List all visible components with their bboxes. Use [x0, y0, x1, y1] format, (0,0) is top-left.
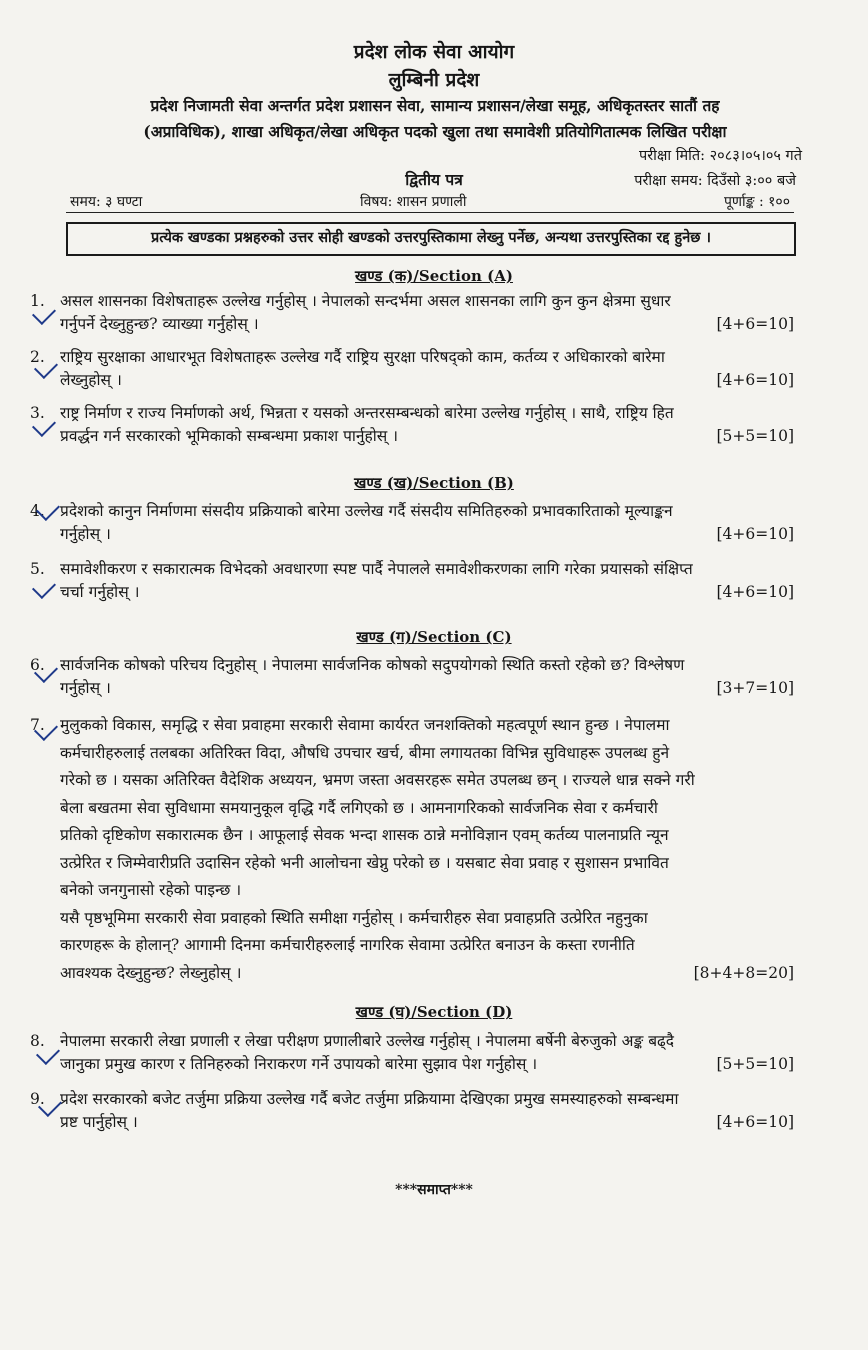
full-marks: पूर्णाङ्क : १००	[723, 194, 790, 210]
question-text: नेपालमा सरकारी लेखा प्रणाली र लेखा परीक्षण प्रणालीबारे उल्लेख गर्नुहोस् । नेपालमा बर्षेनी बेरुजुको अङ्क बढ्दै	[60, 1032, 675, 1050]
question-text: कारणहरू के होलान्? आगामी दिनमा कर्मचारीहरुलाई नागरिक सेवामा उत्प्रेरित बनाउन के कस्ता रणनीति	[60, 936, 635, 954]
question-6	[30, 654, 794, 700]
question-text: जानुका प्रमुख कारण र तिनिहरुको निराकरण गर्ने उपायको बारेमा सुझाव पेश गर्नुहोस् ।	[60, 1055, 538, 1073]
question-number: 3.	[30, 404, 45, 422]
question-text: यसै पृष्ठभूमिमा सरकारी सेवा प्रवाहको स्थिति समीक्षा गर्नुहोस् । कर्मचारीहरु सेवा प्रवाहप्रति उत्प्रेरित नहुनुका	[60, 908, 648, 927]
question-text: प्रष्ट पार्नुहोस् ।	[60, 1113, 138, 1131]
question-text: कर्मचारीहरुलाई तलबका अतिरिक्त विदा, औषधि उपचार खर्च, बीमा लगायतका विभिन्न सुविधाहरू उपलब्ध हुने	[60, 743, 670, 762]
marks: [4+6=10]	[716, 371, 794, 389]
marks: [3+7=10]	[716, 679, 794, 697]
question-text: प्रवर्द्धन गर्न सरकारको भूमिकाको सम्बन्धमा प्रकाश पार्नुहोस् ।	[60, 427, 399, 445]
marks: [5+5=10]	[716, 427, 794, 445]
question-text: राष्ट्र निर्माण र राज्य निर्माणको अर्थ, भिन्नता र यसको अन्तरसम्बन्धको बारेमा उल्लेख गर्नुहोस् । साथै, राष्ट्रिय हित	[60, 404, 674, 422]
instruction-banner: प्रत्येक खण्डका प्रश्नहरुको उत्तर सोही खण्डको उत्तरपुस्तिकामा लेख्नु पर्नेछ, अन्यथा उत्तरपुस्तिका रद्द हुनेछ ।	[66, 222, 796, 256]
subject: विषय: शासन प्रणाली	[360, 194, 467, 210]
exam-date: परीक्षा मिति: २०८३।०५।०५ गते	[639, 148, 802, 164]
question-number: 5.	[30, 560, 45, 578]
question-text: बेला बखतमा सेवा सुविधामा समयानुकूल वृद्धि गर्दै लगिएको छ । आमनागरिकको सार्वजनिक सेवा र कर्मचारी	[60, 798, 658, 817]
section-c-heading: खण्ड (ग)/Section (C)	[356, 628, 512, 646]
question-text: चर्चा गर्नुहोस् ।	[60, 583, 140, 601]
question-number: 6.	[30, 656, 45, 674]
question-number: 9.	[30, 1090, 45, 1108]
question-text: समावेशीकरण र सकारात्मक विभेदको अवधारणा स्पष्ट पार्दै नेपालले समावेशीकरणका लागि गरेका प्रयासको संक्षिप्त	[60, 560, 693, 578]
question-text: मुलुकको विकास, समृद्धि र सेवा प्रवाहमा सरकारी सेवामा कार्यरत जनशक्तिको महत्वपूर्ण स्थान हुन्छ । नेपालमा	[60, 716, 670, 734]
question-text: उत्प्रेरित र जिम्मेवारीप्रति उदासिन रहेको भनी आलोचना खेप्नु परेको छ । यसबाट सेवा प्रवाह र सुशासन प्रभावित	[60, 853, 669, 872]
question-1	[30, 290, 794, 336]
question-number: 2.	[30, 348, 45, 366]
question-text: गर्नुपर्ने देख्नुहुन्छ? व्याख्या गर्नुहोस् ।	[60, 315, 259, 333]
marks: [4+6=10]	[716, 583, 794, 601]
question-text: प्रदेशको कानुन निर्माणमा संसदीय प्रक्रियाको बारेमा उल्लेख गर्दै संसदीय समितिहरुको प्रभावकारिताको मूल्याङ्कन	[60, 502, 673, 520]
exam-description-line2: (अप्राविधिक), शाखा अधिकृत/लेखा अधिकृत पदको खुला तथा समावेशी प्रतियोगितात्मक लिखित परीक्षा	[143, 122, 727, 141]
question-text: सार्वजनिक कोषको परिचय दिनुहोस् । नेपालमा सार्वजनिक कोषको सदुपयोगको स्थिति कस्तो रहेको छ? विश्लेषण	[60, 656, 685, 674]
end-marker: ***समाप्त***	[395, 1182, 473, 1198]
question-text: लेख्नुहोस् ।	[60, 371, 122, 389]
question-number: 7.	[30, 716, 45, 734]
marks: [4+6=10]	[716, 525, 794, 543]
question-text: असल शासनका विशेषताहरू उल्लेख गर्नुहोस् । नेपालको सन्दर्भमा असल शासनका लागि कुन कुन क्षेत्रमा सुधार	[60, 292, 671, 310]
question-text: आवश्यक देख्नुहुन्छ? लेख्नुहोस् ।	[60, 963, 242, 982]
duration: समय: ३ घण्टा	[70, 194, 143, 210]
marks: [4+6=10]	[716, 315, 794, 333]
section-a-heading: खण्ड (क)/Section (A)	[355, 267, 513, 285]
question-7	[30, 712, 794, 987]
section-b-heading: खण्ड (ख)/Section (B)	[354, 474, 514, 492]
question-5	[30, 558, 794, 604]
question-text: प्रदेश सरकारको बजेट तर्जुमा प्रक्रिया उल्लेख गर्दै बजेट तर्जुमा प्रक्रियामा देखिएका प्रमुख समस्याहरुको सम्बन्धमा	[60, 1090, 679, 1108]
question-number: 8.	[30, 1032, 45, 1050]
question-2	[30, 346, 794, 392]
marks: [4+6=10]	[716, 1113, 794, 1131]
province-title: लुम्बिनी प्रदेश	[388, 69, 480, 91]
marks: [8+4+8=20]	[693, 963, 794, 982]
paper-title: द्वितीय पत्र	[405, 170, 463, 189]
question-number: 4.	[30, 502, 45, 520]
question-text: प्रतिको दृष्टिकोण सकारात्मक छैन । आफूलाई सेवक भन्दा शासक ठान्ने मनोविज्ञान एवम् कर्तव्य पालनाप्रति न्यून	[60, 826, 669, 844]
question-number: 1.	[30, 292, 45, 310]
exam-description-line1: प्रदेश निजामती सेवा अन्तर्गत प्रदेश प्रशासन सेवा, सामान्य प्रशासन/लेखा समूह, अधिकृतस्तर सातौं तह	[150, 96, 720, 115]
question-text: राष्ट्रिय सुरक्षाका आधारभूत विशेषताहरू उल्लेख गर्दै राष्ट्रिय सुरक्षा परिषद्को काम, कर्तव्य र अधिकारको बारेमा	[60, 348, 665, 366]
question-text: गर्नुहोस् ।	[60, 525, 111, 543]
question-text: गरेको छ । यसका अतिरिक्त वैदेशिक अध्ययन, भ्रमण जस्ता अवसरहरू समेत उपलब्ध छन् । राज्यले धान्न सक्ने गरी	[60, 771, 695, 789]
divider	[66, 212, 794, 213]
question-3	[30, 402, 794, 448]
question-text: गर्नुहोस् ।	[60, 679, 111, 697]
section-d-heading: खण्ड (घ)/Section (D)	[355, 1003, 513, 1021]
organization-title: प्रदेश लोक सेवा आयोग	[353, 41, 515, 63]
question-9	[30, 1088, 794, 1134]
question-8	[30, 1030, 794, 1076]
question-text: बनेको जनगुनासो रहेको पाइन्छ ।	[60, 881, 242, 899]
marks: [5+5=10]	[716, 1055, 794, 1073]
exam-time: परीक्षा समय: दिउँसो ३:०० बजे	[634, 173, 796, 189]
question-4	[30, 500, 794, 546]
